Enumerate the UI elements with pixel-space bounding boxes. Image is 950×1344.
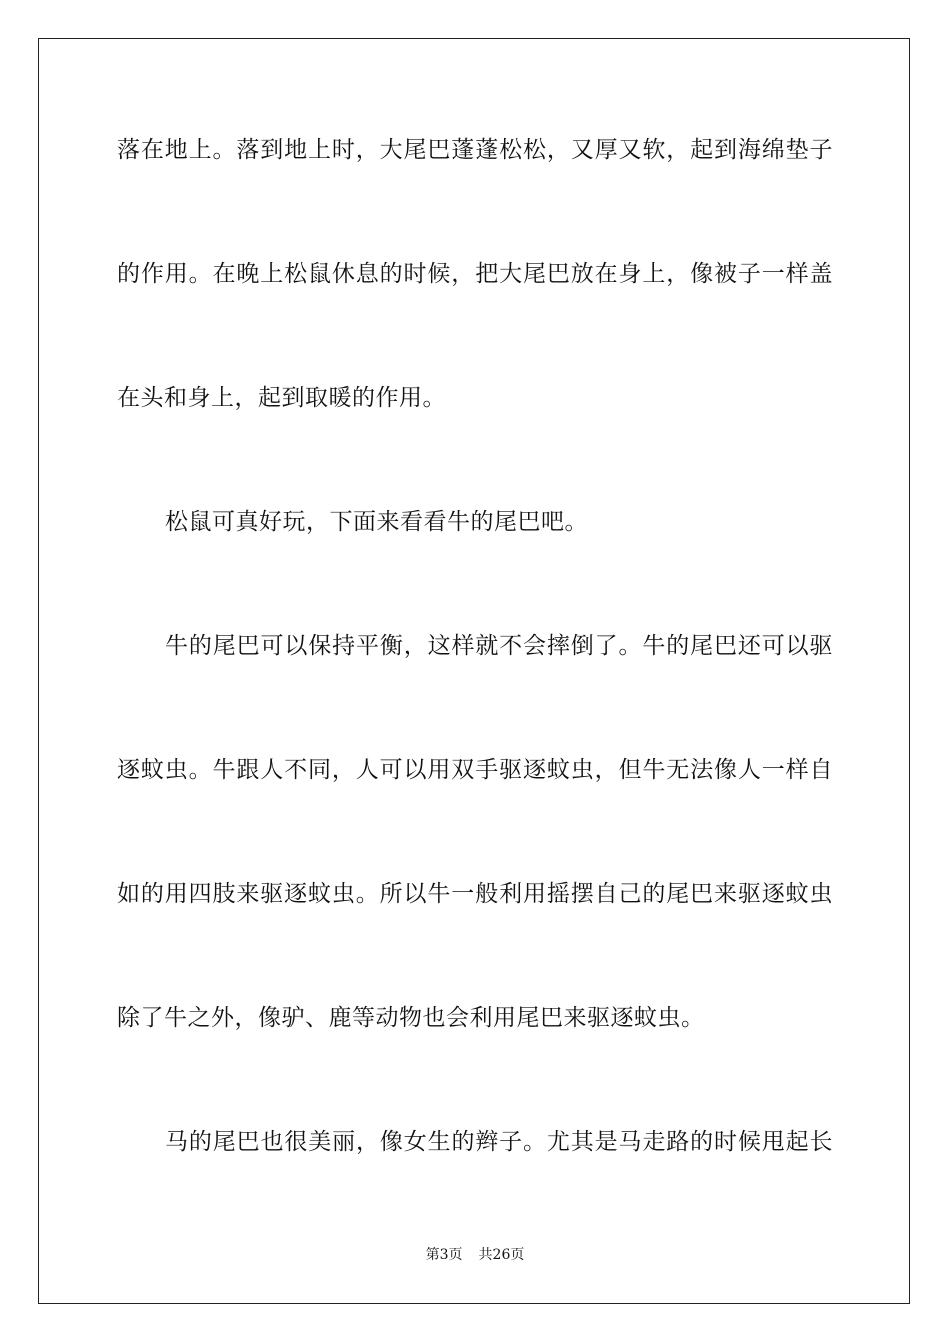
text-line: 落在地上。落到地上时，大尾巴蓬蓬松松，又厚又软，起到海绵垫子 [117, 137, 833, 163]
text-line: 逐蚊虫。牛跟人不同，人可以用双手驱逐蚊虫，但牛无法像人一样自 [117, 757, 833, 783]
text-line: 的作用。在晚上松鼠休息的时候，把大尾巴放在身上，像被子一样盖 [117, 261, 833, 287]
text-line: 马的尾巴也很美丽，像女生的辫子。尤其是马走路的时候甩起长 [165, 1129, 833, 1155]
text-line: 除了牛之外，像驴、鹿等动物也会利用尾巴来驱逐蚊虫。 [117, 1005, 705, 1031]
page-footer [0, 1246, 950, 1264]
page-border [38, 38, 910, 1304]
page-number: 第3页 [425, 1247, 463, 1263]
text-line: 牛的尾巴可以保持平衡，这样就不会摔倒了。牛的尾巴还可以驱 [165, 633, 833, 659]
page-total: 共26页 [478, 1247, 525, 1263]
text-line: 在头和身上，起到取暖的作用。 [117, 385, 446, 411]
text-line: 松鼠可真好玩，下面来看看牛的尾巴吧。 [165, 509, 588, 535]
text-line: 如的用四肢来驱逐蚊虫。所以牛一般利用摇摆自己的尾巴来驱逐蚊虫 [117, 881, 833, 907]
